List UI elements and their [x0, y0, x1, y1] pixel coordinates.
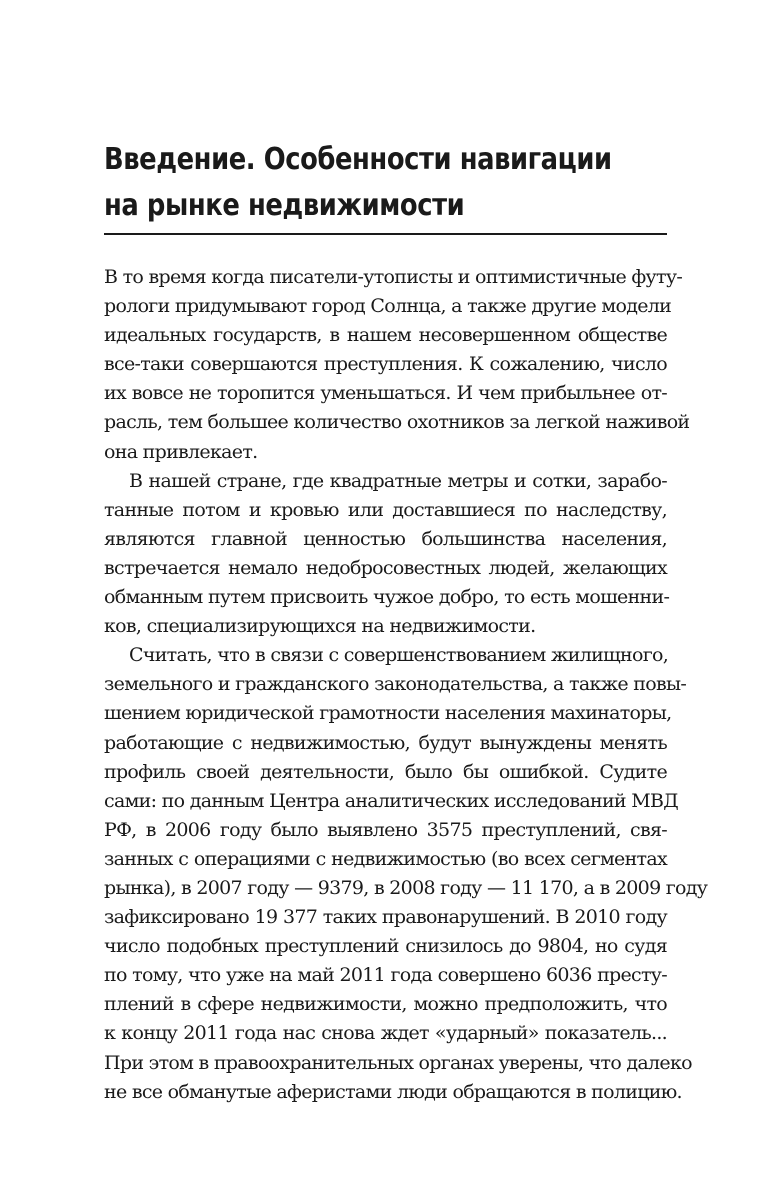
body-text — [104, 263, 708, 1107]
text-line: по тому, что уже на май 2011 года совершено 6036 престу- — [104, 964, 667, 987]
text-line: земельного и гражданского законодательства, а также повы- — [104, 673, 687, 696]
text-line: ков, специализирующихся на недвижимости. — [104, 615, 536, 638]
text-line: танные потом и кровью или доставшиеся по наследству, — [104, 498, 667, 521]
text-line: рологи придумывают город Солнца, а также другие модели — [104, 295, 672, 318]
paragraph-3 — [104, 641, 708, 1107]
paragraph-1 — [104, 263, 690, 467]
text-line: к концу 2011 года нас снова ждет «ударный» показатель... — [104, 1022, 667, 1045]
chapter-heading — [104, 137, 612, 229]
text-line: РФ, в 2006 году было выявлено 3575 преступлений, свя- — [104, 818, 667, 841]
paragraph-2 — [104, 467, 670, 642]
text-line: занных с операциями с недвижимостью (во всех сегментах — [104, 847, 667, 870]
text-line: зафиксировано 19 377 таких правонарушений. В 2010 году — [104, 906, 667, 929]
text-line: профиль своей деятельности, было бы ошибкой. Судите — [104, 760, 667, 783]
text-line: шением юридической грамотности населения махинаторы, — [104, 702, 672, 725]
text-line: число подобных преступлений снизилось до 9804, но судя — [104, 935, 667, 958]
text-line: работающие с недвижимостью, будут вынуждены менять — [104, 731, 667, 754]
text-line: сами: по данным Центра аналитических исследований МВД — [104, 789, 678, 812]
text-line: расль, тем большее количество охотников за легкой наживой — [104, 411, 690, 434]
text-line: все-таки совершаются преступления. К сожалению, число — [104, 353, 667, 376]
text-line: являются главной ценностью большинства населения, — [104, 527, 667, 550]
text-line: При этом в правоохранительных органах уверены, что далеко — [104, 1051, 692, 1074]
heading-underline — [104, 233, 667, 235]
chapter-heading-line: на рынке недвижимости — [104, 188, 465, 223]
text-line: она привлекает. — [104, 440, 258, 463]
text-line: обманным путем присвоить чужое добро, то есть мошенни- — [104, 586, 670, 609]
text-line: идеальных государств, в нашем несовершенном обществе — [104, 324, 667, 347]
chapter-heading-line: Введение. Особенности навигации — [104, 142, 612, 177]
text-line: не все обманутые аферистами люди обращаются в полицию. — [104, 1080, 682, 1103]
text-line: В нашей стране, где квадратные метры и сотки, зарабо- — [129, 469, 667, 492]
text-line: Считать, что в связи с совершенствованием жилищного, — [129, 644, 669, 667]
text-line: В то время когда писатели-утописты и оптимистичные футу- — [104, 266, 683, 288]
text-line: их вовсе не торопится уменьшаться. И чем прибыльнее от- — [104, 382, 667, 405]
text-line: встречается немало недобросовестных людей, желающих — [104, 556, 667, 579]
text-line: плений в сфере недвижимости, можно предположить, что — [104, 993, 667, 1016]
text-line: рынка), в 2007 году — 9379, в 2008 году — 11 170, а в 2009 году — [104, 876, 708, 899]
